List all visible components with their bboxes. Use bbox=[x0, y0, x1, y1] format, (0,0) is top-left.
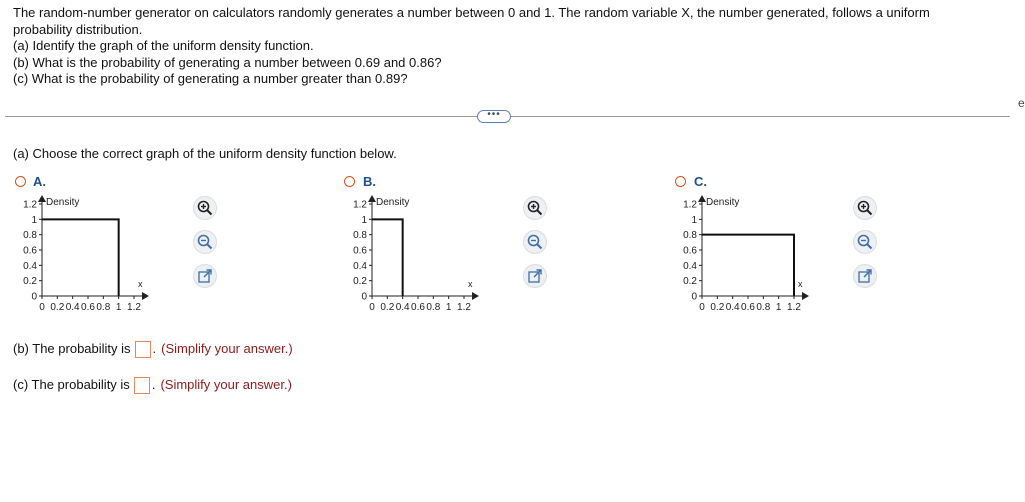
y-axis-label: Density bbox=[46, 197, 80, 208]
density-line bbox=[702, 235, 794, 296]
x-tick-label: 1.2 bbox=[457, 302, 471, 313]
popout-icon bbox=[857, 268, 873, 284]
y-tick-label: 0 bbox=[31, 291, 37, 303]
question-line: (a) Identify the graph of the uniform density function. bbox=[13, 38, 314, 53]
x-tick-label: 0.8 bbox=[96, 302, 111, 313]
part-c-hint: (Simplify your answer.) bbox=[160, 377, 292, 392]
y-tick-label: 0 bbox=[361, 291, 367, 303]
y-tick-label: 0.8 bbox=[353, 230, 367, 242]
popout-icon bbox=[527, 268, 543, 284]
option-b-label[interactable]: B. bbox=[363, 174, 376, 189]
x-tick-label: 0.6 bbox=[411, 302, 425, 313]
part-b-prefix: (b) The probability is bbox=[13, 341, 131, 356]
question-line: The random-number generator on calculators randomly generates a number between 0 and 1. The random variable X, the number generated, follows a uniform bbox=[13, 5, 930, 20]
option-b-zoom-out-button[interactable] bbox=[524, 231, 546, 253]
x-axis-label: x bbox=[138, 279, 143, 289]
x-tick-label: 1 bbox=[115, 302, 122, 313]
y-tick-label: 0.6 bbox=[23, 245, 37, 257]
option-a-popout-button[interactable] bbox=[194, 265, 216, 287]
y-tick-label: 0.8 bbox=[23, 230, 37, 242]
option-a-zoom-in-button[interactable] bbox=[194, 197, 216, 219]
y-axis-arrow bbox=[368, 195, 376, 202]
x-axis-label: x bbox=[468, 279, 473, 289]
zoom-in-icon bbox=[527, 200, 543, 216]
zoom-out-icon bbox=[197, 234, 213, 250]
question-text bbox=[13, 5, 1003, 88]
x-tick-label: 0.2 bbox=[50, 302, 65, 313]
y-tick-label: 1.2 bbox=[683, 199, 697, 211]
option-c-zoom-in-button[interactable] bbox=[854, 197, 876, 219]
density-line bbox=[372, 219, 403, 296]
option-a-zoom-out-button[interactable] bbox=[194, 231, 216, 253]
more-options-button[interactable]: ••• bbox=[477, 110, 511, 123]
zoom-out-icon bbox=[527, 234, 543, 250]
x-tick-label: 0.4 bbox=[65, 302, 80, 313]
x-tick-label: 0 bbox=[39, 302, 45, 313]
y-axis-arrow bbox=[698, 195, 706, 202]
y-axis-label: Density bbox=[706, 197, 740, 208]
question-line: (b) What is the probability of generating a number between 0.69 and 0.86? bbox=[13, 54, 442, 70]
y-tick-label: 0 bbox=[691, 291, 697, 303]
option-b-radio[interactable] bbox=[344, 176, 355, 187]
x-axis-arrow bbox=[802, 292, 809, 300]
y-tick-label: 0.8 bbox=[683, 230, 697, 242]
y-tick-label: 0.4 bbox=[23, 260, 37, 272]
part-c-prefix: (c) The probability is bbox=[13, 377, 130, 392]
y-axis-label: Density bbox=[376, 197, 410, 208]
option-c-zoom-out-button[interactable] bbox=[854, 231, 876, 253]
option-a-label[interactable]: A. bbox=[33, 174, 46, 189]
part-b-row bbox=[13, 341, 293, 358]
part-b-period: . bbox=[152, 341, 157, 356]
x-tick-label: 0 bbox=[699, 302, 705, 313]
zoom-in-icon bbox=[857, 200, 873, 216]
y-tick-label: 1 bbox=[31, 214, 37, 226]
popout-icon bbox=[197, 268, 213, 284]
y-axis-arrow bbox=[38, 195, 46, 202]
option-c-label[interactable]: C. bbox=[694, 174, 707, 189]
y-tick-label: 1 bbox=[691, 214, 697, 226]
option-c-popout-button[interactable] bbox=[854, 265, 876, 287]
x-tick-label: 0.2 bbox=[710, 302, 725, 313]
x-tick-label: 1 bbox=[445, 302, 452, 313]
y-tick-label: 0.4 bbox=[353, 260, 367, 272]
clipped-text: e bbox=[1018, 96, 1025, 110]
y-tick-label: 1.2 bbox=[23, 199, 37, 211]
x-tick-label: 1.2 bbox=[127, 302, 141, 313]
part-c-answer-input[interactable] bbox=[134, 377, 150, 394]
density-line bbox=[42, 219, 119, 296]
x-tick-label: 0.2 bbox=[380, 302, 395, 313]
part-a-prompt: (a) Choose the correct graph of the uniform density function below. bbox=[13, 146, 397, 161]
x-axis-arrow bbox=[142, 292, 149, 300]
option-a-radio[interactable] bbox=[15, 176, 26, 187]
y-tick-label: 0.2 bbox=[353, 276, 367, 288]
x-axis-arrow bbox=[472, 292, 479, 300]
y-tick-label: 1 bbox=[361, 214, 367, 226]
part-b-answer-input[interactable] bbox=[135, 341, 151, 358]
y-tick-label: 1.2 bbox=[353, 199, 367, 211]
x-tick-label: 0.8 bbox=[756, 302, 771, 313]
y-tick-label: 0.2 bbox=[683, 276, 697, 288]
y-tick-label: 0.4 bbox=[683, 260, 697, 272]
x-tick-label: 1.2 bbox=[787, 302, 801, 313]
zoom-out-icon bbox=[857, 234, 873, 250]
x-tick-label: 0.4 bbox=[395, 302, 410, 313]
x-tick-label: 0.4 bbox=[725, 302, 740, 313]
x-axis-label: x bbox=[798, 279, 803, 289]
x-tick-label: 0.6 bbox=[741, 302, 755, 313]
question-line: (c) What is the probability of generating a number greater than 0.89? bbox=[13, 71, 408, 86]
zoom-in-icon bbox=[197, 200, 213, 216]
part-b-hint: (Simplify your answer.) bbox=[161, 341, 293, 356]
option-c-graph bbox=[668, 192, 858, 320]
question-line: probability distribution. bbox=[13, 21, 143, 37]
option-a-graph bbox=[8, 192, 198, 320]
option-b-zoom-in-button[interactable] bbox=[524, 197, 546, 219]
x-tick-label: 0 bbox=[369, 302, 375, 313]
y-tick-label: 0.6 bbox=[683, 245, 697, 257]
part-c-period: . bbox=[151, 377, 156, 392]
option-b-popout-button[interactable] bbox=[524, 265, 546, 287]
y-tick-label: 0.2 bbox=[23, 276, 37, 288]
option-b-graph bbox=[338, 192, 528, 320]
part-c-row bbox=[13, 377, 292, 394]
x-tick-label: 0.8 bbox=[426, 302, 441, 313]
x-tick-label: 0.6 bbox=[81, 302, 95, 313]
option-c-radio[interactable] bbox=[675, 176, 686, 187]
y-tick-label: 0.6 bbox=[353, 245, 367, 257]
x-tick-label: 1 bbox=[775, 302, 782, 313]
